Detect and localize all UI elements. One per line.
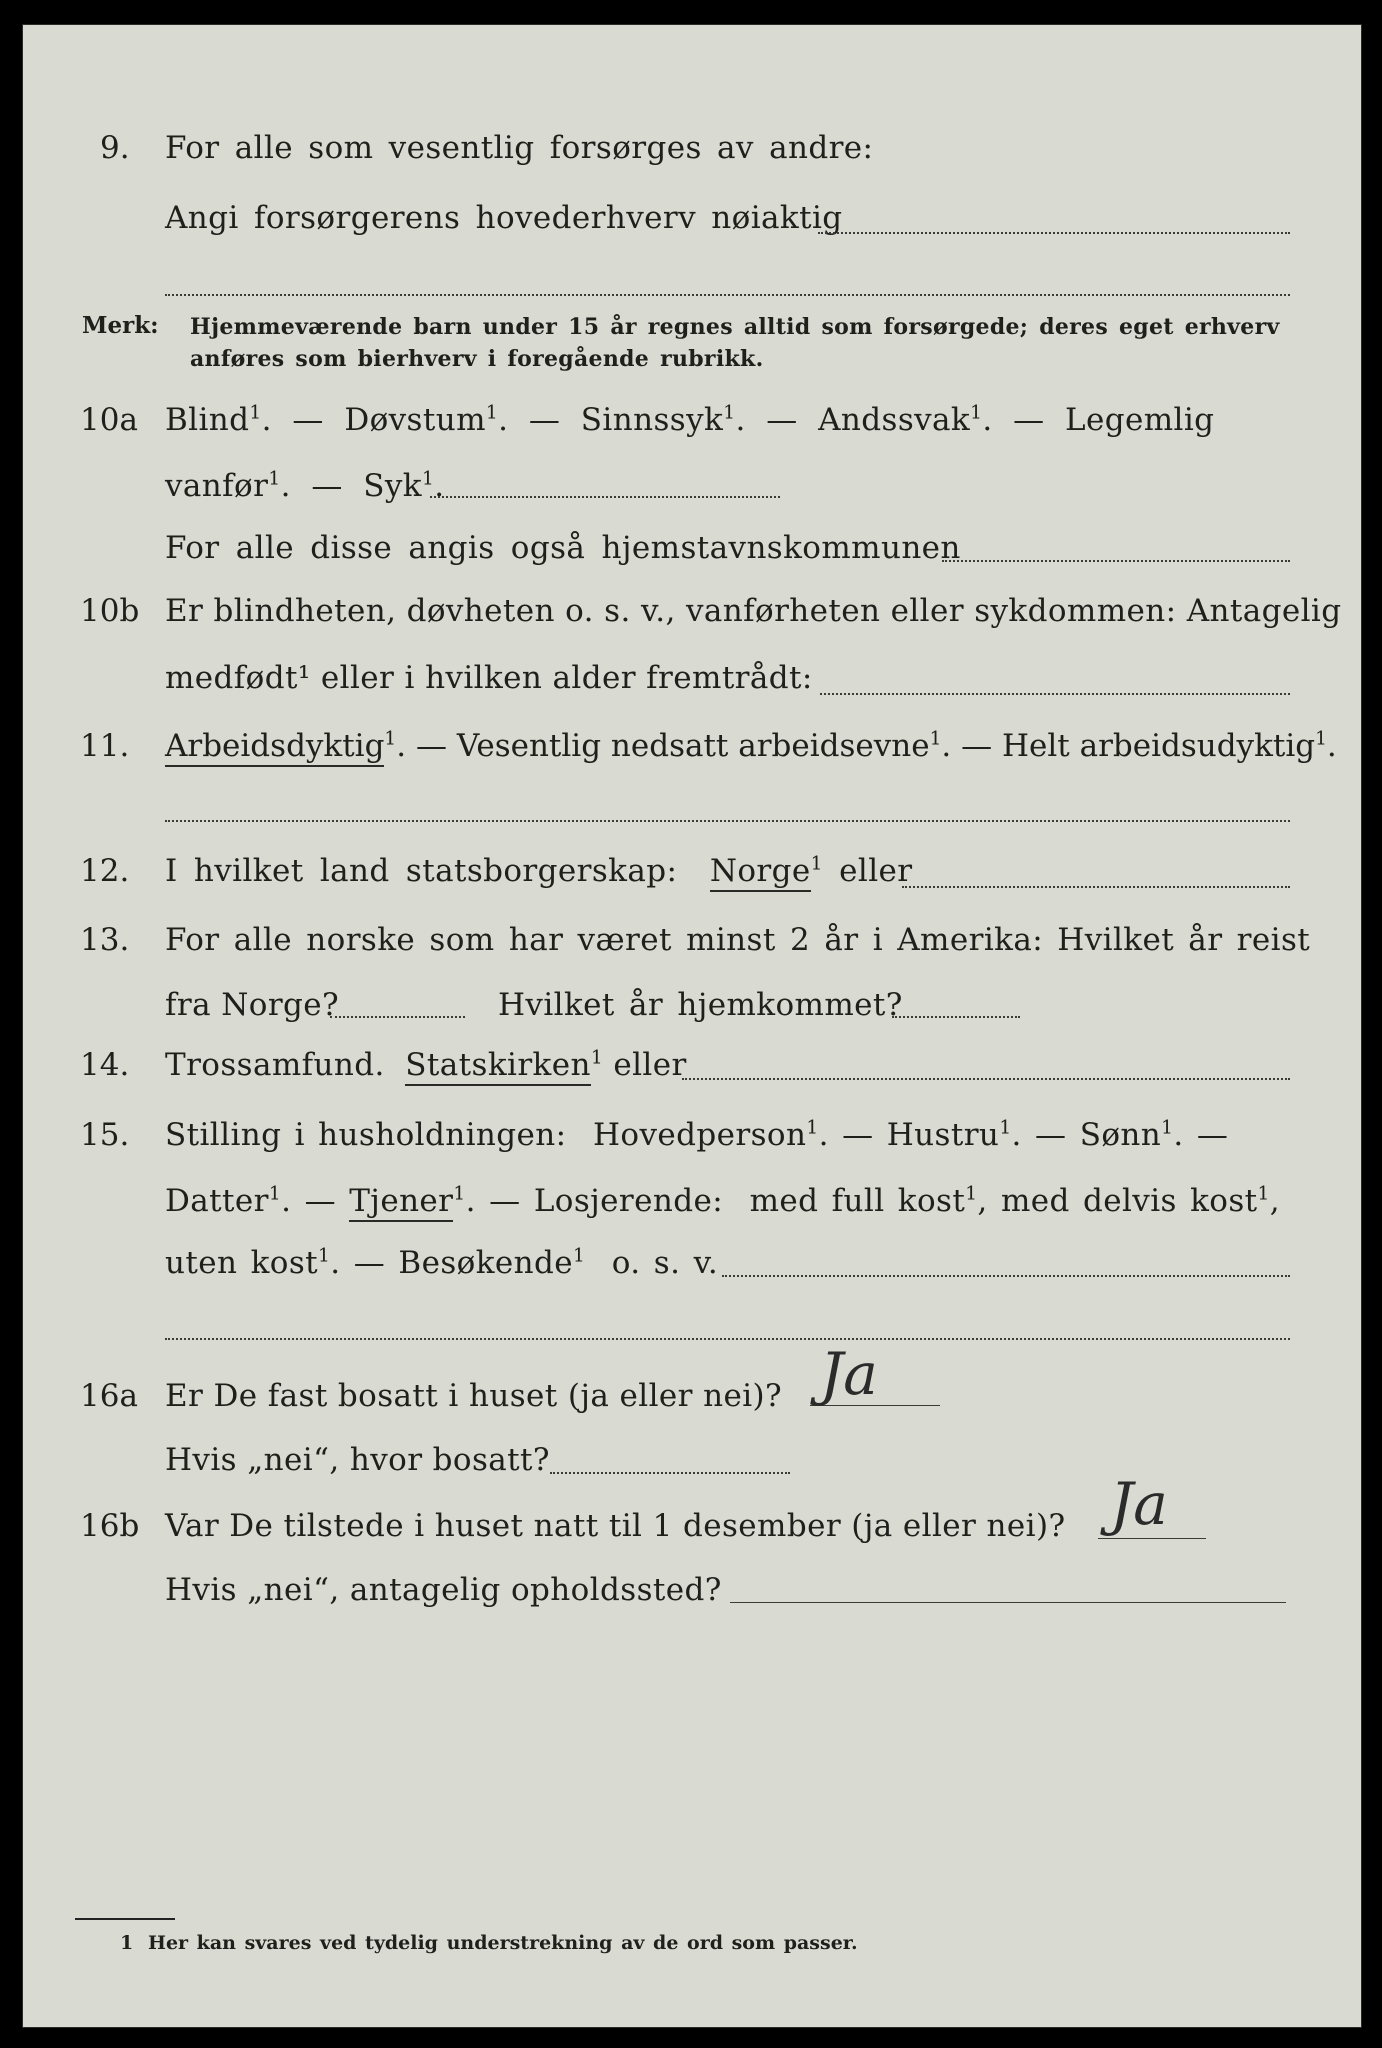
q15-line3: uten kost$^1$. — Besøkende$^1$ o. s. v. [165, 1245, 719, 1281]
q10b-line2: medfødt¹ eller i hvilken alder fremtrådt: [165, 660, 813, 696]
option-delvis-kost: med delvis kost [1000, 1183, 1258, 1219]
q12-number: 12. [80, 853, 130, 889]
footnote-mark: 1 [120, 1932, 134, 1954]
q15-text: Stilling i husholdningen: [165, 1117, 567, 1153]
q10a-line2: vanfør$^1$. — Syk$^1$. [165, 468, 445, 504]
option-full-kost: med full kost [749, 1183, 966, 1219]
option-datter: Datter [165, 1183, 269, 1219]
option-dovstum: Døvstum [344, 402, 486, 438]
footnote-separator [75, 1918, 175, 1920]
option-sonn: Sønn [1079, 1117, 1162, 1153]
q16b-line1: Var De tilstede i huset natt til 1 desember (ja eller nei)? [165, 1508, 1066, 1544]
q11-answer-line [165, 820, 1290, 822]
q14-line: Trossamfund. Statskirken$^1$ eller [165, 1047, 687, 1083]
q10a-hjemstavn-line [942, 560, 1290, 562]
q9-line1: For alle som vesentlig forsørges av andre: [165, 130, 874, 166]
q11-line1: Arbeidsdyktig$^1$. — Vesentlig nedsatt arbeidsevne$^1$. — Helt arbeidsudyktig$^1$. [165, 728, 1337, 764]
q16b-opholdssted-line [730, 1602, 1286, 1603]
option-arbeidsdyktig: Arbeidsdyktig [165, 728, 384, 767]
q9-answer-line-2 [165, 294, 1290, 296]
q10a-syk-line [430, 496, 780, 498]
merk-line2: anføres som bierhverv i foregående rubrikk. [190, 346, 764, 372]
option-andssvak: Andssvak [818, 402, 971, 438]
q15-number: 15. [80, 1117, 130, 1153]
footnote-text: Her kan svares ved tydelig understrekning av de ord som passer. [148, 1932, 858, 1954]
q15-osv: o. s. v. [611, 1245, 719, 1281]
q10a-number: 10a [80, 402, 138, 438]
q9-answer-line [818, 232, 1290, 234]
q15-answer-line-2 [165, 1338, 1290, 1340]
merk-line1: Hjemmeværende barn under 15 år regnes alltid som forsørgede; deres eget erhverv [190, 314, 1280, 340]
q16a-line2: Hvis „nei“, hvor bosatt? [165, 1442, 550, 1478]
option-blind: Blind [165, 402, 250, 438]
option-hovedperson: Hovedperson [592, 1117, 807, 1153]
option-syk: Syk [363, 468, 422, 504]
q16b-handwritten-answer: Ja [1110, 1470, 1168, 1538]
option-nedsatt-arbeidsevne: Vesentlig nedsatt arbeidsevne [456, 728, 930, 764]
option-vanfor: vanfør [165, 468, 269, 504]
q14-eller: eller [613, 1047, 687, 1083]
option-hustru: Hustru [886, 1117, 1000, 1153]
q14-text: Trossamfund. [165, 1047, 385, 1083]
option-legemlig: Legemlig [1065, 402, 1215, 438]
option-uten-kost: uten kost [165, 1245, 319, 1281]
q12-line: I hvilket land statsborgerskap: Norge$^1$ eller [165, 853, 913, 889]
q12-text: I hvilket land statsborgerskap: [165, 853, 678, 889]
q15-losjerende: Losjerende: [533, 1183, 724, 1219]
q10b-line1: Er blindheten, døvheten o. s. v., vanførheten eller sykdommen: Antagelig [165, 593, 1342, 629]
q10a-line1: Blind$^1$. — Døvstum$^1$. — Sinnssyk$^1$. — Andssvak$^1$. — Legemlig [165, 402, 1215, 438]
q16a-line1: Er De fast bosatt i huset (ja eller nei)? [165, 1378, 783, 1414]
option-arbeidsudyktig: Helt arbeidsudyktig [1001, 728, 1316, 764]
q13-hjemkommet-line [892, 1016, 1020, 1018]
q15-line1: Stilling i husholdningen: Hovedperson$^1$. — Hustru$^1$. — Sønn$^1$. — [165, 1117, 1229, 1153]
option-tjener: Tjener [349, 1183, 453, 1222]
option-statskirken: Statskirken [405, 1047, 591, 1086]
q13-line2a: fra Norge? [165, 987, 340, 1023]
q16b-number: 16b [80, 1508, 140, 1544]
q11-number: 11. [80, 728, 130, 764]
option-besokende: Besøkende [398, 1245, 574, 1281]
q16b-answer-line [1098, 1538, 1206, 1539]
q16a-number: 16a [80, 1378, 138, 1414]
q15-line2: Datter$^1$. — Tjener$^1$. — Losjerende: med full kost$^1$, med delvis kost$^1$, [165, 1183, 1280, 1219]
q13-line2b: Hvilket år hjemkommet? [498, 987, 903, 1023]
q13-number: 13. [80, 922, 130, 958]
q13-line1: For alle norske som har været minst 2 år i Amerika: Hvilket år reist [165, 922, 1311, 958]
option-sinnssyk: Sinnssyk [580, 402, 724, 438]
q10b-answer-line [820, 693, 1290, 695]
q16a-bosatt-line [550, 1472, 790, 1474]
option-norge: Norge [710, 853, 811, 892]
q13-reist-line [330, 1016, 465, 1018]
merk-label: Merk: [82, 312, 159, 339]
q15-answer-line [722, 1275, 1290, 1277]
q9-number: 9. [100, 130, 130, 166]
q16a-handwritten-answer: Ja [820, 1340, 878, 1408]
q14-answer-line [682, 1078, 1290, 1080]
q10b-number: 10b [80, 593, 140, 629]
q16b-line2: Hvis „nei“, antagelig opholdssted? [165, 1572, 722, 1608]
q12-eller: eller [839, 853, 913, 889]
q9-line2: Angi forsørgerens hovederhverv nøiaktig [165, 200, 843, 236]
q14-number: 14. [80, 1047, 130, 1083]
q10a-line3: For alle disse angis også hjemstavnskommunen [165, 530, 961, 566]
q12-answer-line [902, 886, 1290, 888]
